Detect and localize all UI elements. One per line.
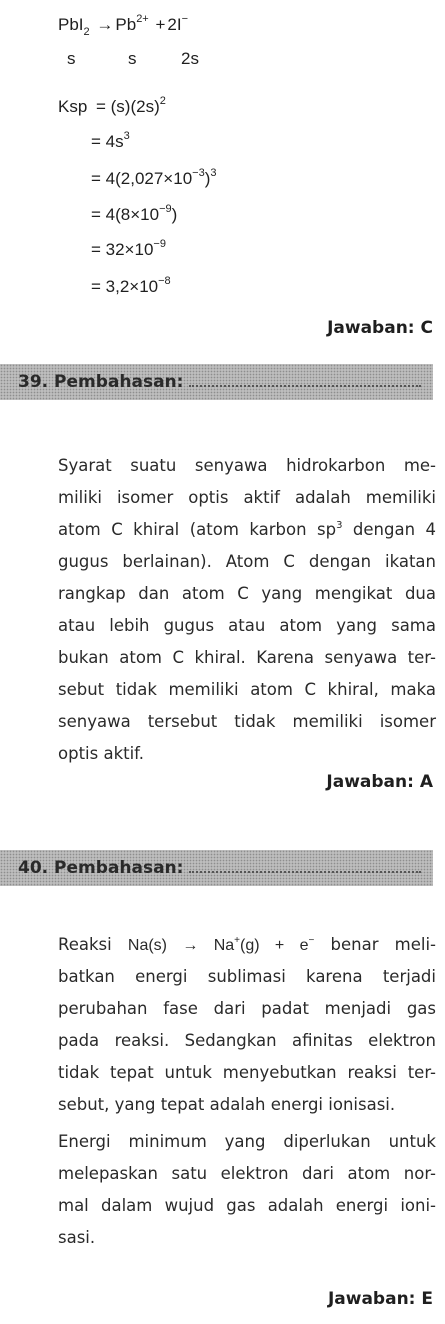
text-line: sebut tidak memiliki atom C khiral, maka bbox=[58, 680, 436, 699]
reaction-arrow: → bbox=[96, 15, 114, 34]
section-40-body bbox=[58, 929, 436, 1121]
text-line: melepaskan satu elektron dari atom nor- bbox=[58, 1164, 436, 1183]
text-line: Syarat suatu senyawa hidrokarbon me- bbox=[58, 456, 436, 475]
text-line: batkan energi sublimasi karena terjadi bbox=[58, 967, 436, 986]
iodide-ion: 2I− bbox=[167, 13, 189, 34]
text-line: mal dalam wujud gas adalah energi ioni- bbox=[58, 1196, 436, 1215]
ksp-step: = $4(8\times 10^{-9})$ bbox=[91, 203, 178, 224]
solubility-label: s bbox=[128, 49, 137, 68]
answer-39: Jawaban: A bbox=[326, 772, 433, 792]
ksp-label: Ksp bbox=[58, 97, 88, 116]
text-line: sebut, yang tepat adalah energi ionisasi. bbox=[58, 1095, 396, 1114]
dissolution-equation: $PbI_2 \to Pb^{2+} + 2I^-$ bbox=[58, 13, 189, 38]
header-dotted-leader bbox=[189, 385, 421, 387]
text-line: tidak tepat untuk menyebutkan reaksi ter- bbox=[58, 1063, 436, 1082]
solubility-label: 2s bbox=[181, 49, 199, 68]
text-line: rangkap dan atom C yang mengikat dua bbox=[58, 584, 436, 603]
text-line: sasi. bbox=[58, 1228, 96, 1247]
text-line: optis aktif. bbox=[58, 744, 145, 763]
section-40-header bbox=[0, 850, 433, 886]
answer-40: Jawaban: E bbox=[327, 1289, 433, 1309]
pbi2-formula: PbI$_2$ bbox=[58, 15, 90, 38]
text-line: miliki isomer optis aktif adalah memiliki bbox=[58, 488, 436, 507]
header-dotted-leader bbox=[189, 871, 421, 873]
text-line: atom C khiral (atom karbon $sp^3$ dengan 4 bbox=[58, 520, 436, 539]
pb-ion: $Pb^{2+}$ bbox=[115, 13, 149, 34]
ksp-step: = $4(2,027\times 10^{-3})^3$ bbox=[91, 167, 217, 188]
section-39-body bbox=[58, 450, 436, 770]
solubility-label: s bbox=[67, 49, 76, 68]
text-line: gugus berlainan). Atom C dengan ikatan bbox=[58, 552, 436, 571]
section-39-title: 39. Pembahasan: bbox=[18, 372, 184, 392]
text-line: senyawa tersebut tidak memiliki isomer bbox=[58, 712, 436, 731]
ionization-equation: Na(s) → Na+(g) + e− bbox=[127, 935, 315, 954]
section-39-header bbox=[0, 364, 433, 400]
ksp-step: = $(s)(2s)^2$ bbox=[96, 95, 166, 116]
section-40-title: 40. Pembahasan: bbox=[18, 858, 184, 878]
answer-38: Jawaban: C bbox=[327, 318, 433, 338]
text-line: pada reaksi. Sedangkan afinitas elektron bbox=[58, 1031, 436, 1050]
text-line: Energi minimum yang diperlukan untuk bbox=[58, 1132, 436, 1151]
ksp-step: = $32\times 10^{-9}$ bbox=[91, 238, 166, 259]
text-line: bukan atom C khiral. Karena senyawa ter- bbox=[58, 648, 436, 667]
ksp-step: = $3,2\times 10^{-8}$ bbox=[91, 275, 171, 296]
text-line: Reaksi Na(s) → Na+(g) + e− benar meli- bbox=[58, 935, 437, 954]
text-line: perubahan fase dari padat menjadi gas bbox=[58, 999, 436, 1018]
section-40-body-2 bbox=[58, 1126, 436, 1254]
ksp-step: = $4s^3$ bbox=[91, 130, 130, 151]
text-line: atau lebih gugus atau atom yang sama bbox=[58, 616, 436, 635]
